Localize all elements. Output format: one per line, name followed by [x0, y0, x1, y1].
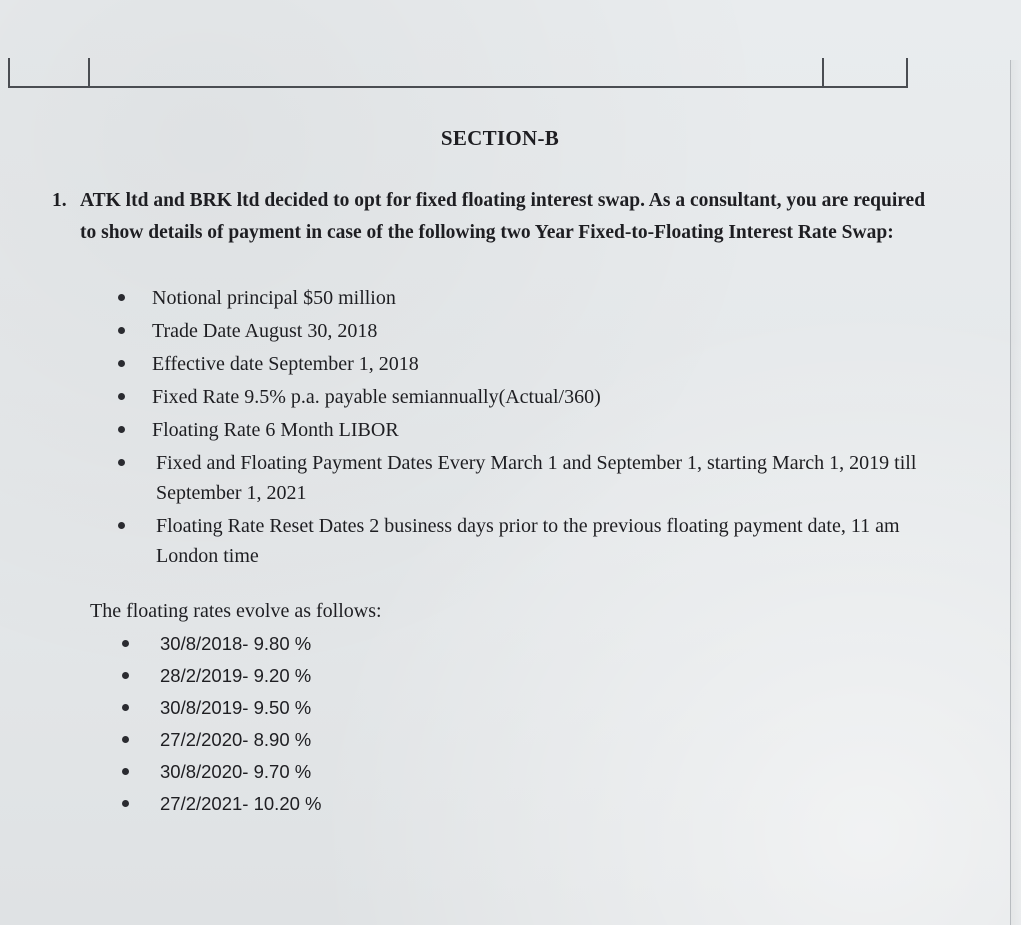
- swap-terms-list: [118, 283, 938, 574]
- section-title: SECTION-B: [440, 126, 560, 150]
- list-item: [122, 724, 322, 756]
- bullet-icon: [118, 294, 125, 301]
- list-item: [118, 382, 938, 412]
- bullet-icon: [118, 327, 125, 334]
- question-1: [52, 185, 932, 249]
- floating-rates-list: [122, 628, 322, 820]
- rate-text: 30/8/2019- 9.50 %: [160, 697, 312, 718]
- table-divider: [822, 58, 824, 88]
- rate-text: 30/8/2020- 9.70 %: [160, 761, 312, 782]
- term-text: Floating Rate Reset Dates 2 business days prior to the previous floating payment date, 11 am London time: [156, 515, 900, 567]
- rate-text: 30/8/2018- 9.80 %: [160, 633, 312, 654]
- rate-text: 27/2/2021- 10.20 %: [160, 793, 322, 814]
- bullet-icon: [118, 393, 125, 400]
- list-item: [122, 660, 322, 692]
- term-text: Fixed and Floating Payment Dates Every March 1 and September 1, starting March 1, 2019 till September 1, 2021: [156, 452, 917, 504]
- rate-text: 28/2/2019- 9.20 %: [160, 665, 312, 686]
- bullet-icon: [122, 640, 129, 647]
- list-item: [122, 692, 322, 724]
- term-text: Fixed Rate 9.5% p.a. payable semiannually(Actual/360): [152, 386, 601, 408]
- bullet-icon: [122, 736, 129, 743]
- table-border-remnant: [8, 58, 908, 88]
- bullet-icon: [122, 704, 129, 711]
- term-text: Floating Rate 6 Month LIBOR: [152, 419, 399, 441]
- term-text: Trade Date August 30, 2018: [152, 320, 378, 342]
- list-item: [122, 756, 322, 788]
- bullet-icon: [122, 672, 129, 679]
- term-text: Effective date September 1, 2018: [152, 353, 419, 375]
- list-item: [118, 511, 938, 571]
- term-text: Notional principal $50 million: [152, 287, 396, 309]
- bullet-icon: [118, 459, 125, 466]
- table-divider: [88, 58, 90, 88]
- list-item: [118, 349, 938, 379]
- bullet-icon: [122, 768, 129, 775]
- question-text: ATK ltd and BRK ltd decided to opt for fixed floating interest swap. As a consultant, you are required to show details of payment in case of the following two Year Fixed-to-Floating Interest Rate Swap:: [80, 190, 926, 243]
- bullet-icon: [118, 360, 125, 367]
- bullet-icon: [118, 426, 125, 433]
- list-item: [118, 283, 938, 313]
- list-item: [118, 415, 938, 445]
- question-number: 1.: [52, 190, 67, 211]
- page-edge: [1010, 60, 1021, 925]
- list-item: [122, 788, 322, 820]
- bullet-icon: [122, 800, 129, 807]
- list-item: [122, 628, 322, 660]
- bullet-icon: [118, 522, 125, 529]
- rate-text: 27/2/2020- 8.90 %: [160, 729, 312, 750]
- list-item: [118, 316, 938, 346]
- floating-rates-intro: The floating rates evolve as follows:: [90, 600, 382, 622]
- list-item: [118, 448, 938, 508]
